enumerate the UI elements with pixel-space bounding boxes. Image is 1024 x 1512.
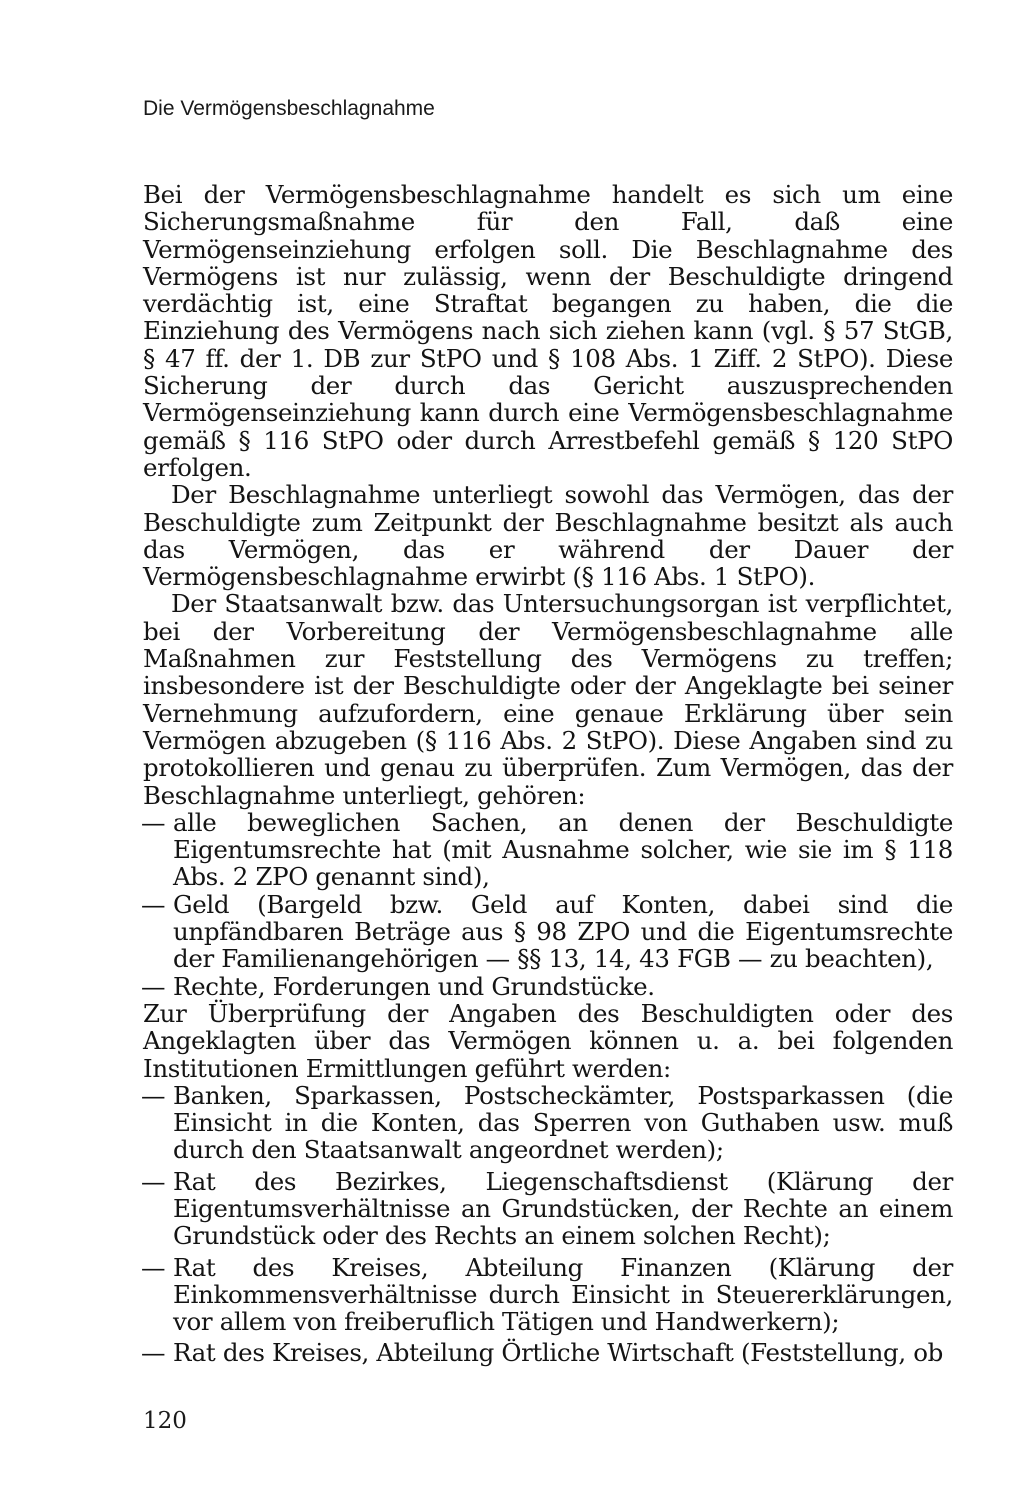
paragraph-2: Der Beschlagnahme unterliegt sowohl das Vermögen, das der Beschuldigte zum Zeitpunkt der Beschlagnahme besitzt als auch das Vermögen, das er während der Dauer der Vermögensbeschlagnahme erwirbt (§ 116 Abs. 1 StPO).: [143, 480, 953, 592]
list-item: — Rat des Bezirkes, Liegenschaftsdienst (Klärung der Eigentumsverhältnisse an Grundstücken, der Rechte an einem Grundstück oder des Rechts an einem solchen Recht);: [141, 1166, 953, 1251]
dash-marker: —: [141, 889, 166, 919]
dash-marker: —: [141, 1338, 166, 1368]
dash-marker: —: [141, 1252, 166, 1282]
list-item: — Rat des Kreises, Abteilung Örtliche Wirtschaft (Feststellung, ob: [141, 1338, 943, 1368]
institutions-list: [143, 1082, 953, 1367]
list-item: — Geld (Bargeld bzw. Geld auf Konten, dabei sind die unpfändbaren Beträge aus § 98 ZPO und die Eigentumsrechte der Familienangehörigen — §§ 13, 14, 43 FGB — zu beachten),: [141, 889, 953, 974]
dash-marker: —: [141, 1166, 166, 1196]
list-item: — Rat des Kreises, Abteilung Finanzen (Klärung der Einkommensverhältnisse durch Einsicht in Steuererklärungen, vor allem von freiberuflich Tätigen und Handwerkern);: [141, 1252, 953, 1337]
list-item: — alle beweglichen Sachen, an denen der Beschuldigte Eigentumsrechte hat (mit Ausnahme solcher, wie sie im § 118 Abs. 2 ZPO genannt sind),: [141, 807, 953, 892]
dash-marker: —: [141, 971, 166, 1001]
dash-marker: —: [141, 807, 166, 837]
assets-list: [143, 809, 953, 1000]
running-header: Die Vermögensbeschlagnahme: [143, 97, 435, 120]
paragraph-4: Zur Überprüfung der Angaben des Beschuldigten oder des Angeklagten über das Vermögen können u. a. bei folgenden Institutionen Ermittlungen geführt werden:: [143, 998, 953, 1083]
page-number: 120: [143, 1408, 187, 1434]
list-item: — Rechte, Forderungen und Grundstücke.: [141, 971, 655, 1001]
body-text: [143, 181, 953, 1367]
paragraph-3: Der Staatsanwalt bzw. das Untersuchungsorgan ist verpflichtet, bei der Vorbereitung der Vermögensbeschlagnahme alle Maßnahmen zur Feststellung des Vermögens zu treffen; insbesondere ist der Beschuldigte oder der Angeklagte bei seiner Vernehmung aufzufordern, eine genaue Erklärung über sein Vermögen abzugeben (§ 116 Abs. 2 StPO). Diese Angaben sind zu protokollieren und genau zu überprüfen. Zum Vermögen, das der Beschlagnahme unterliegt, gehören:: [143, 589, 953, 810]
dash-marker: —: [141, 1080, 166, 1110]
list-item: — Banken, Sparkassen, Postscheckämter, Postsparkassen (die Einsicht in die Konten, das Sperren von Guthaben usw. muß durch den Staatsanwalt angeordnet werden);: [141, 1080, 953, 1165]
paragraph-1: Bei der Vermögensbeschlagnahme handelt es sich um eine Sicherungsmaßnahme für den Fall, daß eine Vermögenseinziehung erfolgen soll. Die Beschlagnahme des Vermögens ist nur zulässig, wenn der Beschuldigte dringend verdächtig ist, eine Straftat begangen zu haben, die die Einziehung des Vermögens nach sich ziehen kann (vgl. § 57 StGB, § 47 ff. der 1. DB zur StPO und § 108 Abs. 1 Ziff. 2 StPO). Diese Sicherung der durch das Gericht auszusprechenden Vermögenseinziehung kann durch eine Vermögensbeschlagnahme gemäß § 116 StPO oder durch Arrestbefehl gemäß § 120 StPO erfolgen.: [143, 180, 953, 482]
